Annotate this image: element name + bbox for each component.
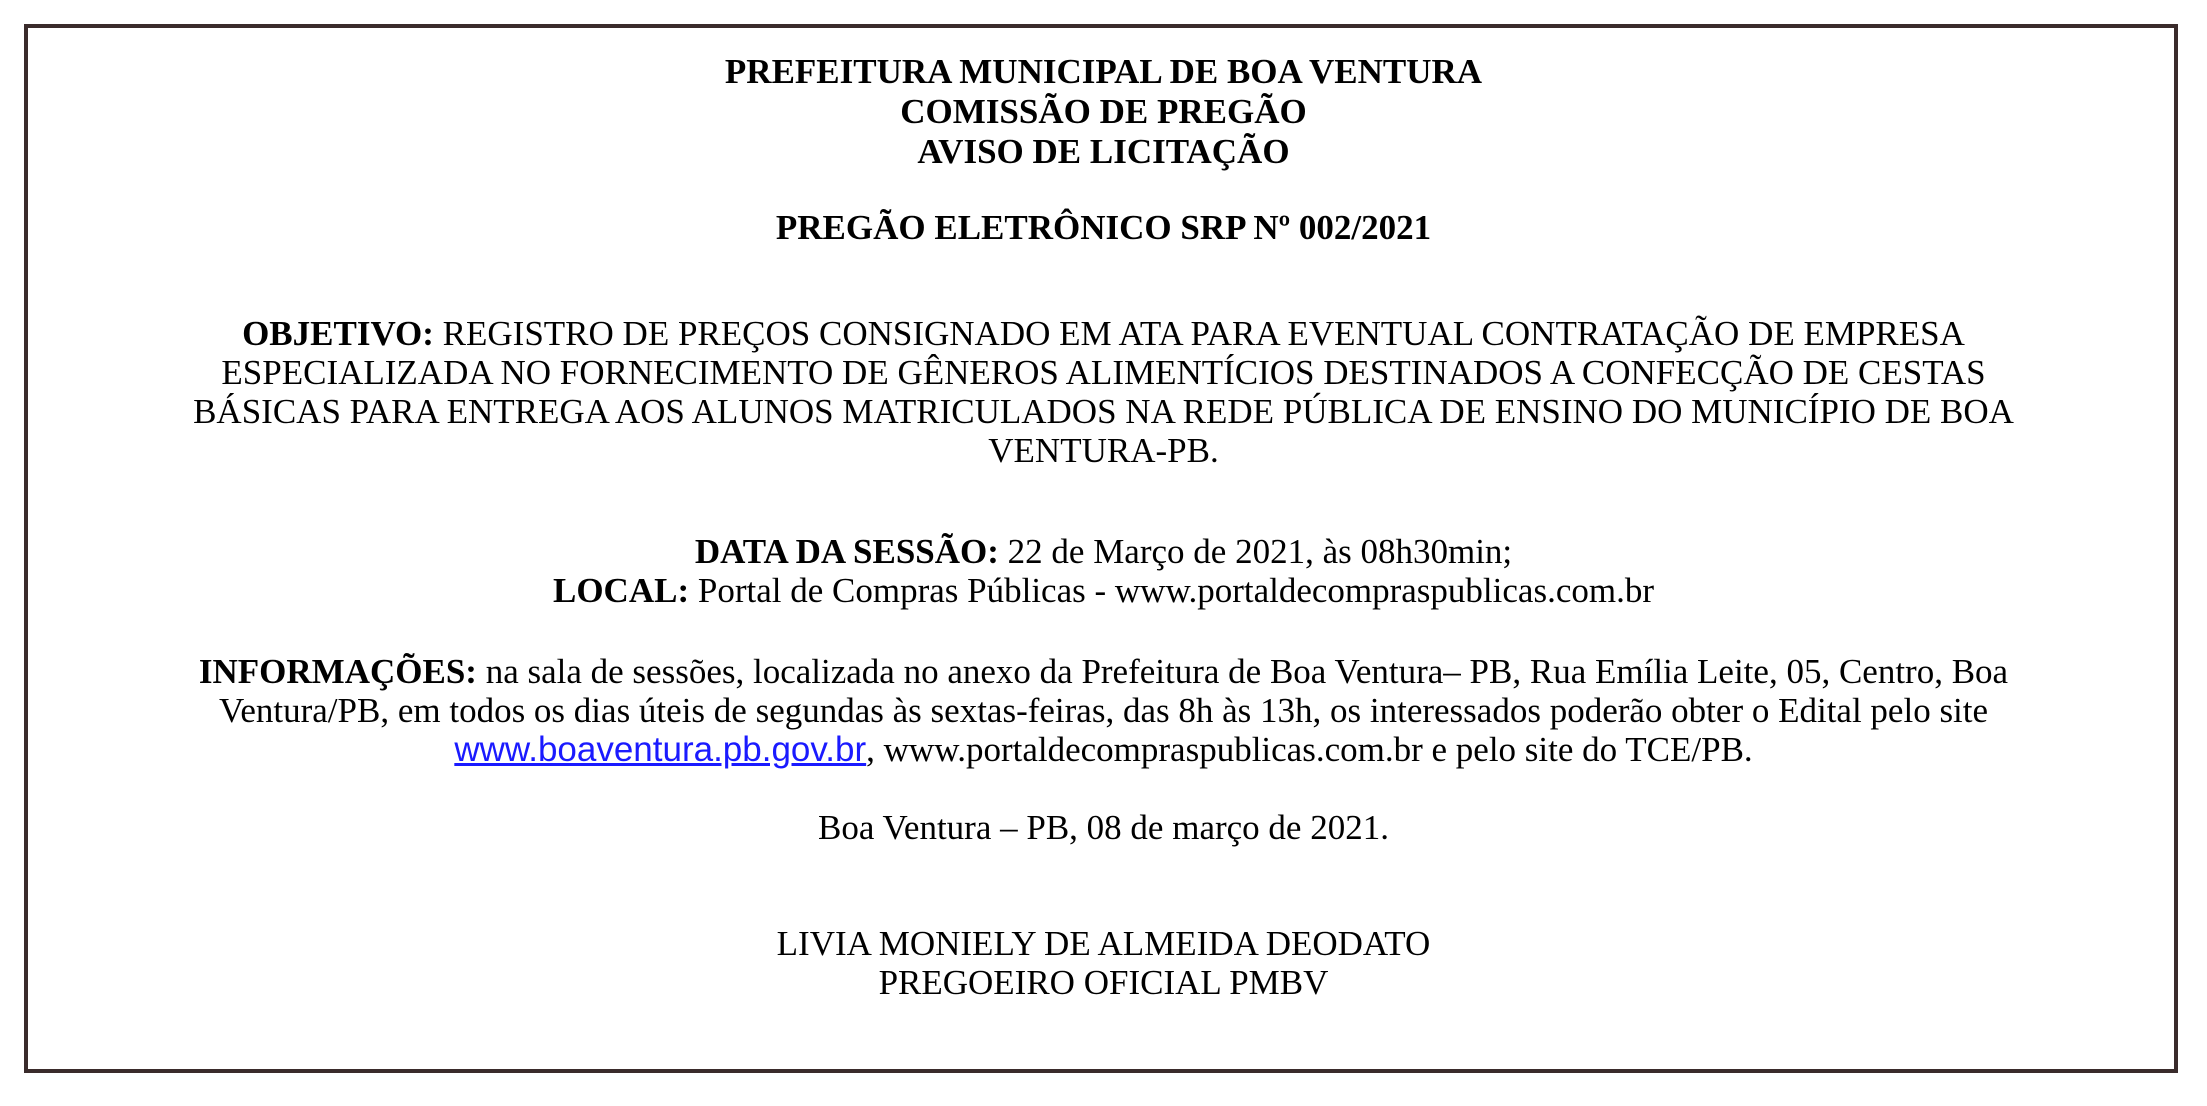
signatory-role: PREGOEIRO OFICIAL PMBV [878,963,1329,1002]
objective-text-1: REGISTRO DE PREÇOS CONSIGNADO EM ATA PARA EVENTUAL CONTRATAÇÃO DE EMPRESA [442,314,1965,353]
process-number [0,208,2207,248]
session-place-line [0,571,2207,610]
header-notice-type: AVISO DE LICITAÇÃO [917,132,1290,171]
session-section [0,532,2207,610]
session-place-label: LOCAL: [552,571,690,610]
process-number-text: PREGÃO ELETRÔNICO SRP Nº 002/2021 [775,208,1432,247]
session-date-value: 22 de Março de 2021, às 08h30min; [1007,532,1513,571]
info-text-2: Ventura/PB, em todos os dias úteis de segundas às sextas-feiras, das 8h às 13h, os interessados poderão obter o Edital pelo site [218,691,1989,730]
info-line-3 [0,730,2207,769]
session-place-value: Portal de Compras Públicas - www.portaldecompraspublicas.com.br [697,571,1654,610]
objective-text-2: ESPECIALIZADA NO FORNECIMENTO DE GÊNEROS ALIMENTÍCIOS DESTINADOS A CONFECÇÃO DE CESTAS [221,353,1986,392]
dateline [0,808,2207,847]
objective-text-3: BÁSICAS PARA ENTREGA AOS ALUNOS MATRICULADOS NA REDE PÚBLICA DE ENSINO DO MUNICÍPIO DE BOA [193,392,2014,431]
signatory-name: LIVIA MONIELY DE ALMEIDA DEODATO [776,924,1431,963]
info-text-3: , www.portaldecompraspublicas.com.br e pelo site do TCE/PB. [866,730,1753,769]
info-label: INFORMAÇÕES: [198,652,477,691]
header-institution: PREFEITURA MUNICIPAL DE BOA VENTURA [724,52,1483,91]
objective-section [0,314,2207,470]
session-date-line [0,532,2207,571]
dateline-text: Boa Ventura – PB, 08 de março de 2021. [818,808,1389,847]
info-text-1: na sala de sessões, localizada no anexo da Prefeitura de Boa Ventura– PB, Rua Emília Leite, 05, Centro, Boa [485,652,2009,691]
objective-line-1 [0,314,2207,353]
objective-label: OBJETIVO: [242,314,434,353]
header-commission: COMISSÃO DE PREGÃO [900,92,1307,131]
session-date-label: DATA DA SESSÃO: [694,532,999,571]
objective-text-4: VENTURA-PB. [988,431,1219,470]
city-website-link[interactable]: www.boaventura.pb.gov.br [454,730,867,769]
info-line-1 [0,652,2207,691]
signature-block [0,924,2207,1002]
notice-header [0,52,2207,172]
info-section [0,652,2207,769]
